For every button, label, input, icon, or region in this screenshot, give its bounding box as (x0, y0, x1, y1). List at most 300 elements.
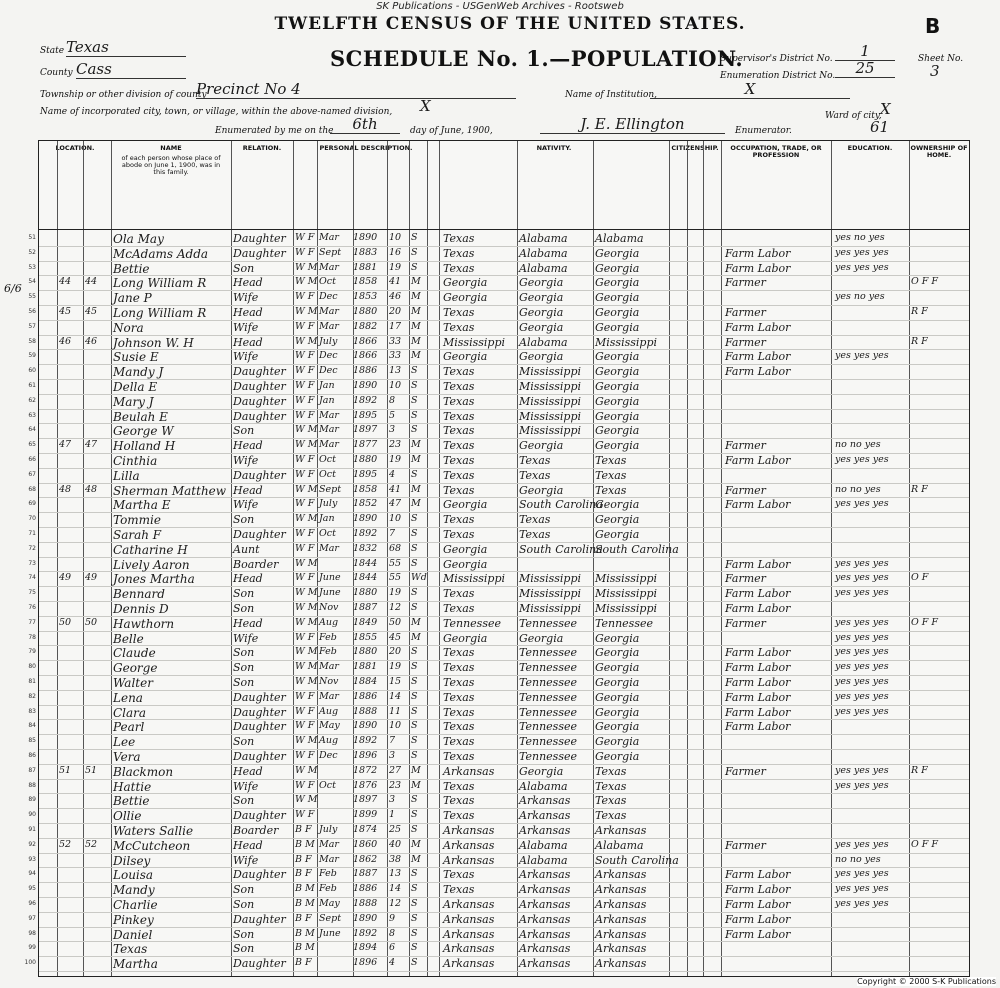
cell-name: Bettie (113, 794, 150, 809)
cell-occ: Farmer (725, 838, 766, 852)
header-nativity: NATIVITY. (536, 144, 572, 152)
cell-pbf: Tennessee (519, 676, 577, 689)
cell-own: R F (911, 764, 928, 776)
cell-race: W F (295, 528, 315, 539)
cell-pb: Arkansas (443, 927, 495, 941)
cell-age: 14 (389, 883, 402, 895)
cell-ms: S (411, 824, 418, 835)
cell-race: W M (295, 261, 318, 273)
cell-pbf: Georgia (519, 764, 564, 778)
row-number: 71 (28, 530, 36, 537)
row-number: 54 (28, 278, 36, 286)
cell-rel: Son (233, 927, 255, 941)
table-row (39, 290, 969, 306)
table-row (39, 246, 969, 262)
cell-rel: Daughter (233, 868, 286, 882)
cell-ms: S (411, 513, 418, 525)
cell-ms: M (411, 853, 421, 865)
cell-age: 46 (389, 291, 402, 303)
cell-name: Pinkey (113, 912, 154, 927)
cell-mon: Mar (319, 690, 339, 702)
cell-age: 38 (389, 853, 402, 865)
cell-dw: 51 (59, 764, 72, 776)
cell-pbf: Arkansas (519, 824, 571, 837)
cell-pb: Texas (443, 483, 475, 497)
cell-rel: Wife (233, 498, 259, 512)
cell-pbm: Tennessee (595, 616, 653, 630)
enumerated-label-1: Enumerated by me on the (215, 126, 334, 136)
cell-age: 23 (389, 779, 402, 791)
cell-name: Lena (113, 690, 143, 705)
cell-pbf: Texas (519, 513, 551, 527)
cell-pbf: Texas (519, 528, 551, 541)
cell-rel: Wife (233, 779, 259, 793)
cell-pbf: Texas (519, 468, 551, 482)
cell-yr: 1896 (353, 750, 378, 761)
cell-pbf: Tennessee (519, 720, 577, 734)
cell-ms: M (411, 838, 421, 850)
row-number: 76 (28, 604, 36, 611)
table-row (39, 660, 969, 676)
cell-name: Ola May (113, 232, 164, 246)
cell-pbm: Texas (595, 809, 627, 823)
cell-pb: Arkansas (443, 853, 495, 867)
cell-race: W M (295, 676, 318, 687)
cell-age: 4 (389, 468, 396, 480)
table-row (39, 853, 969, 869)
cell-ms: S (411, 883, 418, 895)
table-row (39, 542, 969, 558)
cell-edu: yes yes yes (835, 838, 889, 850)
cell-pbm: Georgia (595, 365, 640, 379)
cell-pb: Georgia (443, 557, 488, 571)
cell-yr: 1886 (353, 365, 378, 377)
cell-occ: Farm Labor (725, 557, 791, 571)
cell-pbm: Arkansas (595, 927, 647, 941)
cell-race: W M (295, 602, 318, 613)
row-number: 66 (28, 456, 36, 463)
cell-edu: yes yes yes (835, 261, 889, 273)
table-row (39, 749, 969, 765)
row-number: 85 (28, 737, 36, 745)
cell-age: 10 (389, 720, 402, 732)
cell-pbf: Texas (519, 454, 551, 467)
cell-ms: S (411, 394, 418, 406)
cell-pb: Texas (443, 424, 475, 438)
cell-rel: Son (233, 261, 255, 275)
cell-rel: Son (233, 676, 255, 689)
header-divider (39, 229, 969, 230)
table-row (39, 601, 969, 617)
cell-pb: Arkansas (443, 838, 495, 852)
cell-name: Dennis D (113, 602, 169, 616)
cell-age: 4 (389, 957, 396, 969)
cell-name: Belle (113, 631, 144, 646)
table-row (39, 927, 969, 943)
cell-mon: Dec (319, 291, 338, 303)
cell-pb: Texas (443, 750, 475, 763)
cell-occ: Farm Labor (725, 898, 791, 911)
cell-ms: M (411, 306, 421, 317)
state-value: Texas (66, 38, 186, 57)
cell-race: W F (295, 454, 315, 465)
row-number: 89 (28, 796, 36, 804)
table-row (39, 764, 969, 780)
cell-yr: 1881 (353, 661, 378, 673)
table-row (39, 631, 969, 647)
cell-age: 47 (389, 498, 402, 510)
cell-ms: M (411, 350, 421, 362)
cell-occ: Farm Labor (725, 602, 791, 615)
cell-rel: Wife (233, 291, 259, 305)
cell-pbm: Georgia (595, 690, 640, 704)
cell-race: W F (295, 690, 315, 702)
cell-fam: 46 (85, 335, 98, 347)
cell-age: 25 (389, 824, 402, 835)
cell-rel: Daughter (233, 232, 286, 245)
cell-race: W M (295, 335, 318, 347)
cell-dw: 46 (59, 335, 72, 347)
cell-race: W F (295, 394, 315, 406)
cell-mon: Aug (319, 735, 339, 747)
cell-rel: Head (233, 439, 263, 453)
cell-yr: 1888 (353, 898, 378, 909)
cell-age: 33 (389, 335, 402, 347)
cell-pbm: Georgia (595, 528, 640, 541)
row-number: 60 (28, 367, 36, 375)
cell-ms: S (411, 942, 418, 954)
cell-race: W F (295, 779, 315, 791)
table-row (39, 512, 969, 528)
cell-mon: Mar (319, 306, 339, 317)
cell-mon: June (319, 587, 341, 599)
table-row (39, 335, 969, 351)
row-number: 80 (28, 663, 36, 671)
cell-edu: no no yes (835, 439, 881, 451)
cell-rel: Daughter (233, 528, 286, 541)
cell-pb: Arkansas (443, 824, 495, 837)
cell-name: Louisa (113, 868, 154, 883)
cell-pbm: Georgia (595, 306, 640, 319)
row-number: 84 (28, 722, 36, 730)
cell-yr: 1880 (353, 306, 378, 317)
cell-pbf: Alabama (519, 779, 568, 793)
cell-occ: Farm Labor (725, 927, 791, 941)
row-number: 78 (28, 633, 36, 641)
cell-age: 10 (389, 513, 402, 525)
institution-label: Name of Institution, (565, 90, 658, 100)
cell-pbm: Georgia (595, 439, 640, 453)
cell-pbf: Tennessee (519, 735, 577, 749)
cell-rel: Wife (233, 350, 259, 364)
cell-pbm: Georgia (595, 261, 640, 275)
cell-yr: 1884 (353, 676, 378, 687)
cell-pb: Texas (443, 394, 475, 408)
cell-ms: S (411, 232, 418, 243)
row-number: 59 (28, 352, 36, 360)
cell-name: Beulah E (113, 409, 168, 424)
cell-age: 10 (389, 380, 402, 391)
table-row (39, 867, 969, 883)
cell-race: W M (295, 306, 318, 317)
cell-yr: 1880 (353, 587, 378, 599)
table-row (39, 320, 969, 336)
cell-name: Lively Aaron (113, 557, 190, 572)
cell-pbm: Texas (595, 483, 627, 497)
cell-yr: 1874 (353, 824, 378, 835)
cell-yr: 1886 (353, 883, 378, 895)
cell-name: McCutcheon (113, 838, 191, 853)
cell-ms: S (411, 602, 418, 613)
cell-pb: Texas (443, 439, 475, 453)
cell-fam: 47 (85, 439, 98, 451)
row-number: 75 (28, 589, 36, 597)
cell-pbm: Georgia (595, 513, 640, 527)
table-row (39, 808, 969, 824)
cell-dw: 47 (59, 439, 72, 451)
cell-yr: 1883 (353, 246, 378, 258)
enumerated-day: 6th (330, 115, 400, 134)
cell-pbf: Alabama (519, 261, 568, 275)
cell-edu: yes yes yes (835, 676, 889, 687)
cell-mon: Sept (319, 483, 342, 495)
cell-name: Jane P (113, 291, 152, 306)
cell-pbm: Georgia (595, 498, 640, 512)
cell-race: B F (295, 957, 312, 969)
row-number: 64 (28, 426, 36, 434)
cell-name: Mandy J (113, 365, 164, 380)
cell-age: 50 (389, 616, 402, 628)
cell-name: Pearl (113, 720, 145, 735)
cell-yr: 1887 (353, 602, 378, 613)
cell-mon: Sept (319, 912, 342, 924)
cell-mon: May (319, 898, 340, 909)
table-row (39, 586, 969, 602)
cell-pb: Georgia (443, 350, 488, 364)
cell-ms: M (411, 764, 421, 776)
cell-age: 68 (389, 542, 402, 554)
table-row (39, 364, 969, 380)
cell-rel: Son (233, 898, 255, 911)
sheet-value: 3 (930, 62, 940, 80)
cell-ms: S (411, 557, 418, 569)
table-row (39, 719, 969, 735)
cell-mon: Aug (319, 705, 339, 717)
table-row (39, 305, 969, 321)
row-number: 94 (28, 870, 36, 878)
cell-pbf: Tennessee (519, 661, 577, 675)
supervisor-label: Supervisor's District No. (720, 54, 833, 64)
cell-pbf: Arkansas (519, 809, 571, 823)
row-number: 62 (28, 396, 36, 404)
cell-pb: Texas (443, 246, 475, 260)
cell-yr: 1897 (353, 424, 378, 436)
cell-age: 8 (389, 394, 396, 406)
cell-own: O F (911, 572, 929, 584)
cell-pbf: Mississippi (519, 394, 581, 408)
cell-rel: Daughter (233, 912, 286, 926)
cell-yr: 1899 (353, 809, 378, 821)
cell-pbm: Georgia (595, 661, 640, 675)
cell-yr: 1862 (353, 853, 378, 865)
cell-ms: S (411, 587, 418, 599)
cell-mon: Dec (319, 365, 338, 377)
row-number: 53 (28, 263, 36, 271)
cell-rel: Son (233, 513, 255, 527)
cell-edu: yes yes yes (835, 587, 889, 599)
table-row (39, 379, 969, 395)
header-location: LOCATION. (55, 144, 95, 152)
cell-fam: 44 (85, 276, 98, 288)
cell-pbm: Arkansas (595, 898, 647, 911)
cell-race: W F (295, 809, 315, 821)
cell-pb: Texas (443, 705, 475, 719)
cell-occ: Farmer (725, 335, 766, 349)
cell-yr: 1880 (353, 646, 378, 658)
cell-pbm: Texas (595, 764, 627, 778)
cell-occ: Farm Labor (725, 365, 791, 379)
cell-occ: Farm Labor (725, 705, 791, 719)
cell-age: 7 (389, 735, 396, 747)
cell-pbm: Georgia (595, 350, 640, 364)
cell-pb: Texas (443, 735, 475, 749)
cell-race: W F (295, 365, 315, 377)
cell-pbm: Georgia (595, 320, 640, 334)
cell-age: 16 (389, 246, 402, 258)
cell-yr: 1890 (353, 380, 378, 391)
table-row (39, 690, 969, 706)
cell-ms: S (411, 676, 418, 687)
township-value: Precinct No 4 (196, 80, 516, 99)
cell-edu: yes yes yes (835, 498, 889, 510)
cell-yr: 1876 (353, 779, 378, 791)
cell-name: McAdams Adda (113, 246, 209, 261)
row-number: 69 (28, 500, 36, 508)
cell-pbm: Arkansas (595, 957, 647, 971)
cell-yr: 1892 (353, 927, 378, 939)
cell-yr: 1890 (353, 720, 378, 732)
cell-edu: yes yes yes (835, 616, 889, 628)
cell-race: W M (295, 557, 318, 569)
cell-yr: 1888 (353, 705, 378, 717)
cell-race: W M (295, 646, 318, 658)
cell-edu: yes yes yes (835, 690, 889, 702)
row-number: 99 (28, 944, 36, 952)
table-row (39, 409, 969, 425)
table-row (39, 468, 969, 484)
cell-pbm: Georgia (595, 646, 640, 660)
cell-name: Johnson W. H (113, 335, 194, 350)
cell-dw: 52 (59, 838, 72, 850)
cell-ms: M (411, 276, 421, 288)
cell-mon: Mar (319, 838, 339, 850)
cell-name: Walter (113, 676, 153, 690)
cell-race: W F (295, 631, 315, 643)
cell-race: W F (295, 705, 315, 717)
cell-ms: M (411, 779, 421, 791)
cell-rel: Son (233, 794, 255, 808)
cell-yr: 1858 (353, 276, 378, 288)
watermark-text: SK Publications - USGenWeb Archives - Rootsweb (376, 1, 624, 12)
cell-edu: yes yes yes (835, 572, 889, 584)
cell-occ: Farm Labor (725, 690, 791, 704)
cell-race: B M (295, 898, 315, 909)
cell-mon: June (319, 572, 341, 584)
cell-pb: Mississippi (443, 572, 505, 586)
cell-mon: Mar (319, 232, 339, 243)
census-title: TWELFTH CENSUS OF THE UNITED STATES. (274, 14, 746, 34)
cell-occ: Farm Labor (725, 498, 791, 512)
row-number: 92 (28, 840, 36, 848)
cell-race: W M (295, 424, 318, 436)
row-number: 95 (28, 885, 36, 893)
cell-name: Sherman Matthew (113, 483, 227, 498)
table-row (39, 779, 969, 795)
header-relation: RELATION. (242, 144, 282, 152)
cell-pb: Arkansas (443, 957, 495, 971)
cell-occ: Farmer (725, 764, 766, 778)
row-number: 100 (24, 959, 36, 967)
cell-ms: S (411, 646, 418, 658)
table-row (39, 349, 969, 365)
cell-rel: Son (233, 735, 255, 749)
cell-pbf: Georgia (519, 320, 564, 334)
cell-age: 3 (389, 424, 396, 436)
cell-pb: Texas (443, 720, 475, 734)
row-number: 63 (28, 411, 36, 419)
cell-pbm: Alabama (595, 838, 644, 852)
cell-name: Cinthia (113, 454, 158, 468)
cell-yr: 1858 (353, 483, 378, 495)
cell-yr: 1890 (353, 232, 378, 243)
cell-race: W F (295, 380, 315, 391)
row-number: 98 (28, 929, 36, 937)
cell-rel: Daughter (233, 720, 286, 734)
cell-name: Long William R (113, 306, 207, 320)
cell-yr: 1860 (353, 838, 378, 850)
cell-yr: 1855 (353, 631, 378, 643)
cell-pb: Texas (443, 868, 475, 882)
cell-age: 1 (389, 809, 396, 821)
cell-pb: Texas (443, 232, 475, 245)
row-number: 82 (28, 692, 36, 700)
cell-name: Dilsey (113, 853, 151, 868)
cell-pbf: Tennessee (519, 690, 577, 704)
cell-pbf: Georgia (519, 276, 564, 290)
cell-yr: 1877 (353, 439, 378, 451)
cell-pbf: Alabama (519, 232, 568, 245)
cell-fam: 52 (85, 838, 98, 850)
cell-rel: Head (233, 306, 263, 319)
cell-occ: Farm Labor (725, 676, 791, 689)
cell-yr: 1892 (353, 394, 378, 406)
cell-race: W F (295, 720, 315, 732)
cell-mon: Feb (319, 646, 337, 658)
cell-pbf: Arkansas (519, 898, 571, 911)
cell-ms: S (411, 261, 418, 273)
cell-name: Claude (113, 646, 156, 661)
cell-pbf: Georgia (519, 439, 564, 453)
cell-edu: yes yes yes (835, 454, 889, 465)
cell-pbm: Arkansas (595, 868, 647, 882)
cell-rel: Son (233, 883, 255, 897)
cell-dw: 44 (59, 276, 72, 288)
cell-rel: Head (233, 764, 263, 778)
cell-yr: 1872 (353, 764, 378, 776)
cell-yr: 1892 (353, 528, 378, 539)
cell-occ: Farmer (725, 276, 766, 290)
cell-mon: Mar (319, 261, 339, 273)
